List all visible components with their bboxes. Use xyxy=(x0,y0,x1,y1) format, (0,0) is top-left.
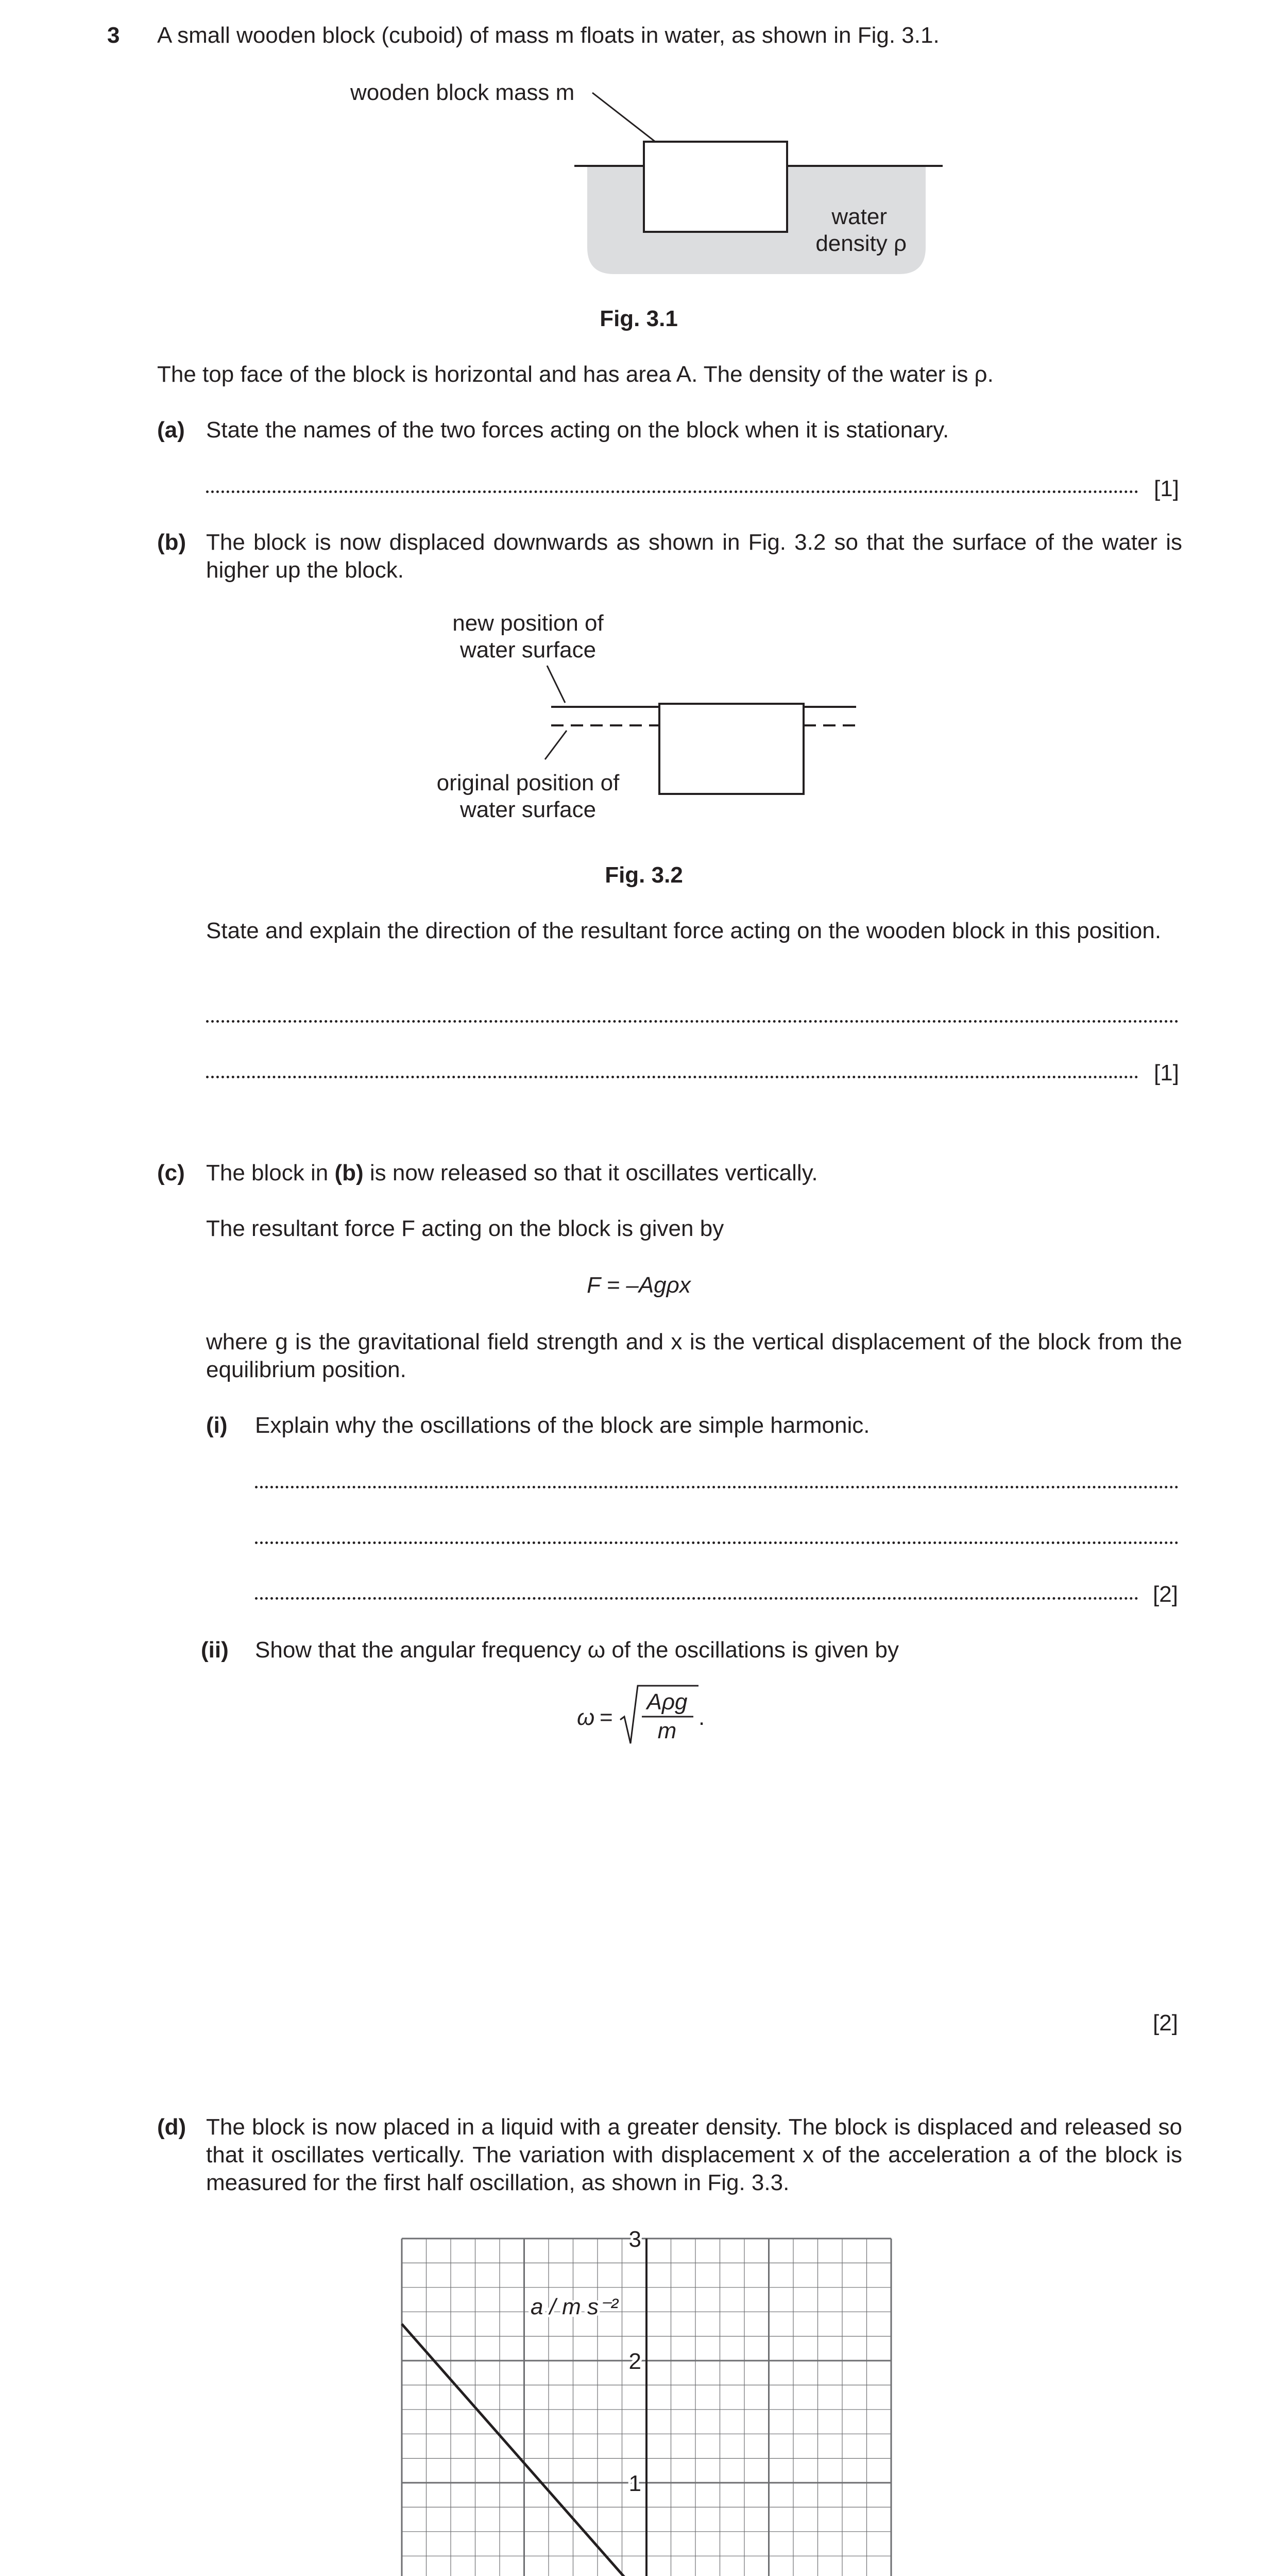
part-d-text: The block is now placed in a liquid with a greater density. The block is displaced and released so that it oscillates vertically. The variation with displacement x of the acceleration a of the block is measured for the first half oscillation, as shown in Fig. 3.3. xyxy=(206,2114,1182,2195)
part-ci-mark: [2] xyxy=(1153,1582,1178,1607)
formula-numerator: Aρg xyxy=(646,1689,688,1715)
part-b-question: State and explain the direction of the resultant force acting on the wooden block in this position. xyxy=(206,918,1162,943)
part-a-mark: [1] xyxy=(1154,476,1179,501)
part-a-text: State the names of the two forces acting on the block when it is stationary. xyxy=(206,417,949,443)
part-c-label: (c) xyxy=(157,1160,185,1185)
fig31-label-water: water xyxy=(831,204,887,229)
part-cii-label: (ii) xyxy=(201,1637,229,1663)
fig32-new-line2: water surface xyxy=(459,637,597,663)
tick-labels xyxy=(373,2227,913,2576)
part-cii-text: Show that the angular frequency ω of the oscillations is given by xyxy=(255,1637,899,1663)
part-c-where: where g is the gravitational field strength and x is the vertical displacement of the block from the equilibrium position. xyxy=(206,1329,1182,1382)
equals-sign: = xyxy=(600,1705,613,1730)
fig32-orig-line2: water surface xyxy=(459,797,597,822)
part-b-text: The block is now displaced downwards as shown in Fig. 3.2 so that the surface of the water is higher up the block. xyxy=(206,530,1182,583)
fig31-label-block: wooden block mass m xyxy=(350,80,575,105)
question-number: 3 xyxy=(107,23,120,48)
part-d-label: (d) xyxy=(157,2114,186,2140)
fig32-caption: Fig. 3.2 xyxy=(605,862,683,888)
fig32-orig-line1: original position of xyxy=(436,770,620,795)
part-c-intro: The block in (b) is now released so that it oscillates vertically. xyxy=(206,1160,818,1185)
omega-symbol: ω xyxy=(577,1705,595,1730)
part-ci-label: (i) xyxy=(206,1413,228,1438)
fig31-label-density: density ρ xyxy=(815,231,907,256)
part-cii-mark: [2] xyxy=(1153,2010,1178,2036)
y-tick-label: 2 xyxy=(628,2349,641,2374)
y-tick-label: 1 xyxy=(628,2471,641,2496)
part-b-mark: [1] xyxy=(1154,1060,1179,1086)
part-b-label: (b) xyxy=(157,530,186,555)
question-intro: A small wooden block (cuboid) of mass m floats in water, as shown in Fig. 3.1. xyxy=(157,23,940,48)
area-text: The top face of the block is horizontal and has area A. The density of the water is ρ. xyxy=(157,362,994,387)
part-a-label: (a) xyxy=(157,417,185,443)
y-axis-label: a / m s⁻² xyxy=(531,2294,618,2319)
fig31-caption: Fig. 3.1 xyxy=(600,306,678,331)
part-c-force-text: The resultant force F acting on the block is given by xyxy=(206,1216,724,1241)
fig32-new-line1: new position of xyxy=(452,611,604,636)
force-equation: F = –Agρx xyxy=(587,1273,691,1298)
formula-denominator: m xyxy=(657,1718,677,1743)
y-tick-label: 3 xyxy=(628,2227,641,2252)
formula-dot: . xyxy=(698,1705,705,1730)
part-ci-text: Explain why the oscillations of the block are simple harmonic. xyxy=(255,1413,870,1438)
